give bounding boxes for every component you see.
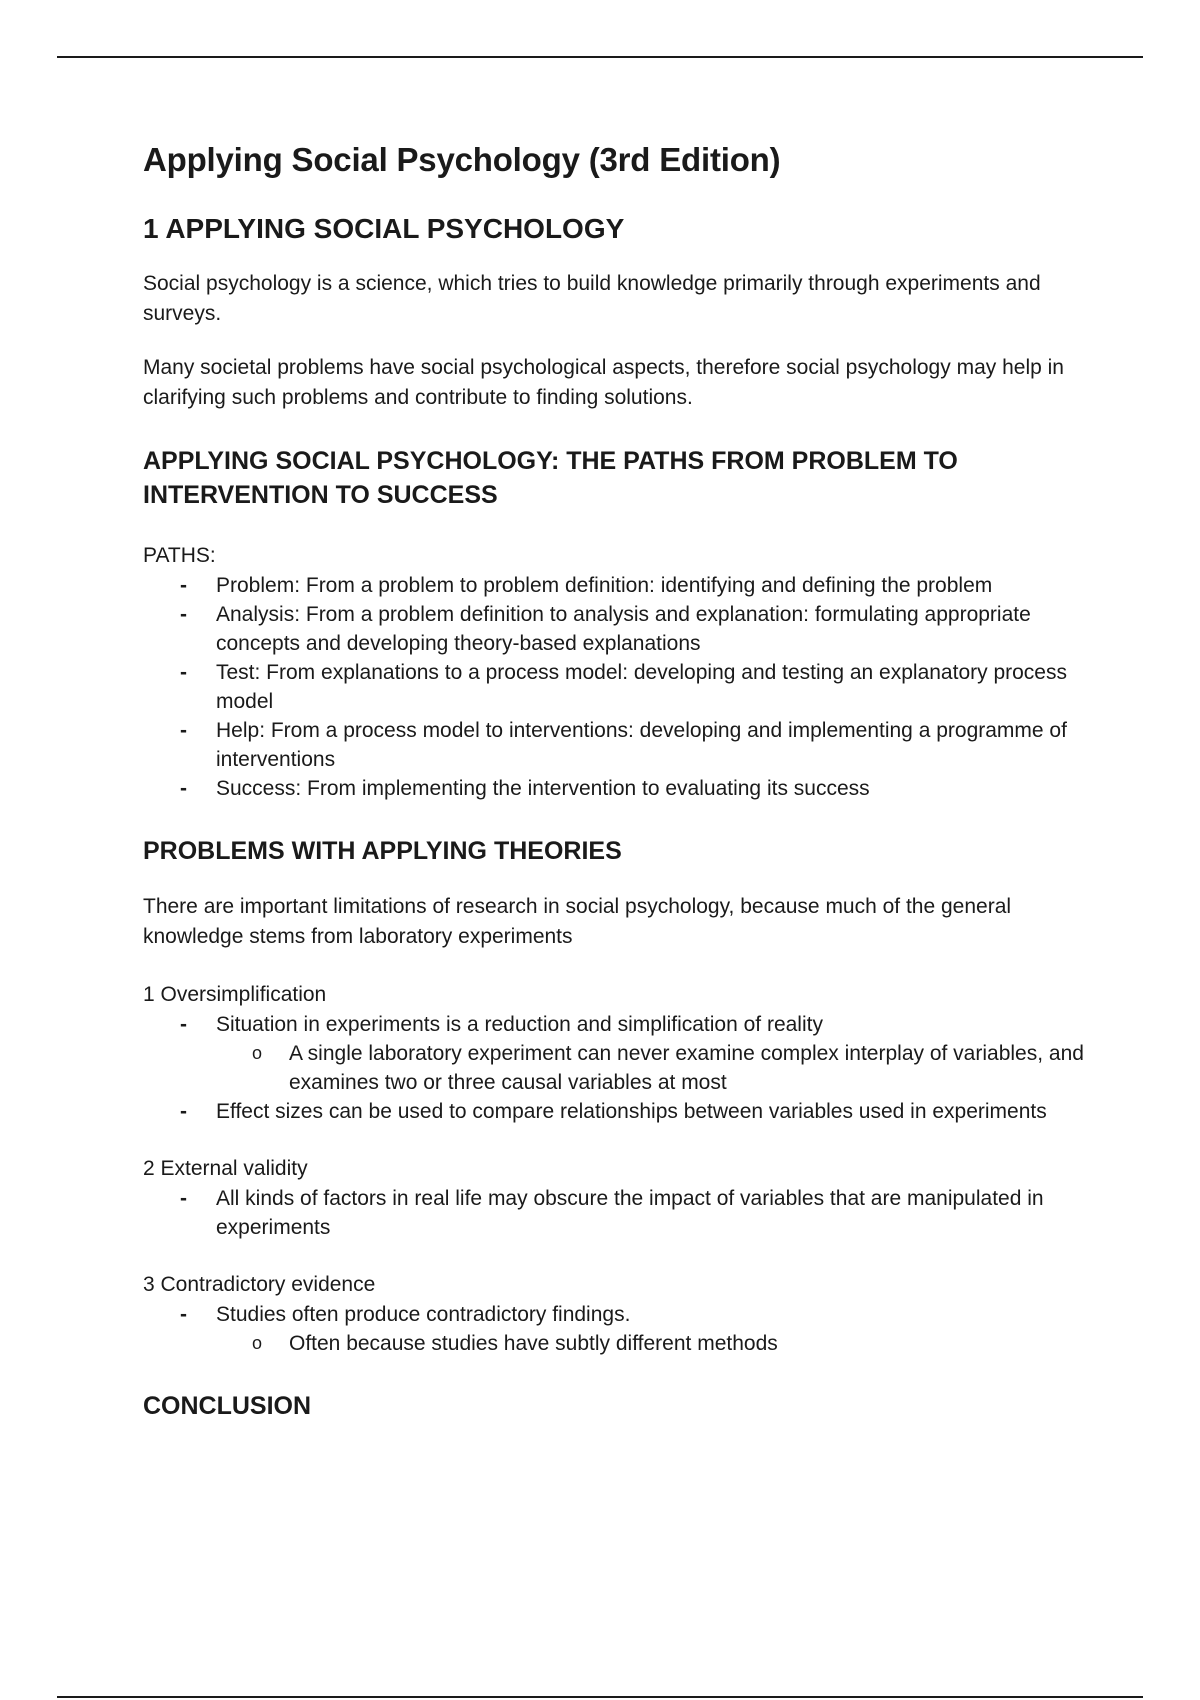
list-item-text: Studies often produce contradictory findings. xyxy=(216,1303,631,1327)
list-item-text: Help: From a process model to interventions: developing and implementing a programme of interventions xyxy=(216,718,1067,771)
dash-bullet-icon: - xyxy=(180,573,187,597)
sub-list-item-text: A single laboratory experiment can never examine complex interplay of variables, and examines two or three causal variables at most xyxy=(289,1042,1084,1095)
problems-section-heading: PROBLEMS WITH APPLYING THEORIES xyxy=(143,836,622,865)
group-label-external-validity: 2 External validity xyxy=(143,1157,308,1181)
header-rule xyxy=(57,56,1143,58)
list-item-text: All kinds of factors in real life may obscure the impact of variables that are manipulated in experiments xyxy=(216,1187,1044,1240)
list-item-text: Problem: From a problem to problem definition: identifying and defining the problem xyxy=(216,573,993,597)
sub-list-item xyxy=(216,1329,1093,1358)
paths-section-heading: APPLYING SOCIAL PSYCHOLOGY: THE PATHS FROM PROBLEM TO INTERVENTION TO SUCCESS xyxy=(143,447,958,509)
oversimplification-list xyxy=(143,1010,1093,1126)
dash-bullet-icon: - xyxy=(180,718,187,742)
chapter-heading: 1 APPLYING SOCIAL PSYCHOLOGY xyxy=(143,212,625,244)
sub-list-item-text: Often because studies have subtly different methods xyxy=(289,1332,778,1356)
dash-bullet-icon: - xyxy=(180,602,187,626)
dash-bullet-icon: - xyxy=(180,1013,187,1037)
list-item-text: Success: From implementing the intervention to evaluating its success xyxy=(216,776,870,800)
list-item xyxy=(143,1184,1093,1242)
paths-label: PATHS: xyxy=(143,543,216,567)
intro-paragraph-1: Social psychology is a science, which tries to build knowledge primarily through experiments and surveys. xyxy=(143,272,1041,326)
dash-bullet-icon: - xyxy=(180,1187,187,1211)
group-label-contradictory-evidence: 3 Contradictory evidence xyxy=(143,1273,376,1297)
list-item xyxy=(143,774,1093,803)
list-item-text: Test: From explanations to a process model: developing and testing an explanatory process model xyxy=(216,660,1067,713)
dash-bullet-icon: - xyxy=(180,660,187,684)
sub-list xyxy=(216,1039,1093,1097)
contradictory-evidence-list xyxy=(143,1300,1093,1358)
footer-rule xyxy=(57,1696,1143,1698)
list-item xyxy=(143,1097,1093,1126)
list-item xyxy=(143,600,1093,658)
sub-list-item xyxy=(216,1039,1093,1097)
list-item xyxy=(143,571,1093,600)
list-item xyxy=(143,1010,1093,1097)
external-validity-list xyxy=(143,1184,1093,1242)
circle-bullet-icon: o xyxy=(252,1333,263,1354)
document-title: Applying Social Psychology (3rd Edition) xyxy=(143,141,781,178)
paths-list xyxy=(143,571,1093,803)
list-item xyxy=(143,716,1093,774)
list-item xyxy=(143,658,1093,716)
problems-intro: There are important limitations of research in social psychology, because much of the general knowledge stems from laboratory experiments xyxy=(143,895,1012,949)
group-label-oversimplification: 1 Oversimplification xyxy=(143,983,327,1007)
dash-bullet-icon: - xyxy=(180,776,187,800)
list-item xyxy=(143,1300,1093,1358)
dash-bullet-icon: - xyxy=(180,1100,187,1124)
list-item-text: Situation in experiments is a reduction and simplification of reality xyxy=(216,1013,823,1037)
dash-bullet-icon: - xyxy=(180,1303,187,1327)
intro-paragraph-2: Many societal problems have social psychological aspects, therefore social psychology may help in clarifying such problems and contribute to finding solutions. xyxy=(143,356,1064,410)
circle-bullet-icon: o xyxy=(252,1043,263,1064)
list-item-text: Effect sizes can be used to compare relationships between variables used in experiments xyxy=(216,1100,1047,1124)
sub-list xyxy=(216,1329,1093,1358)
document-body xyxy=(143,140,1093,1424)
list-item-text: Analysis: From a problem definition to analysis and explanation: formulating appropriate concepts and developing theory-based explanations xyxy=(216,602,1031,655)
conclusion-heading: CONCLUSION xyxy=(143,1392,312,1421)
